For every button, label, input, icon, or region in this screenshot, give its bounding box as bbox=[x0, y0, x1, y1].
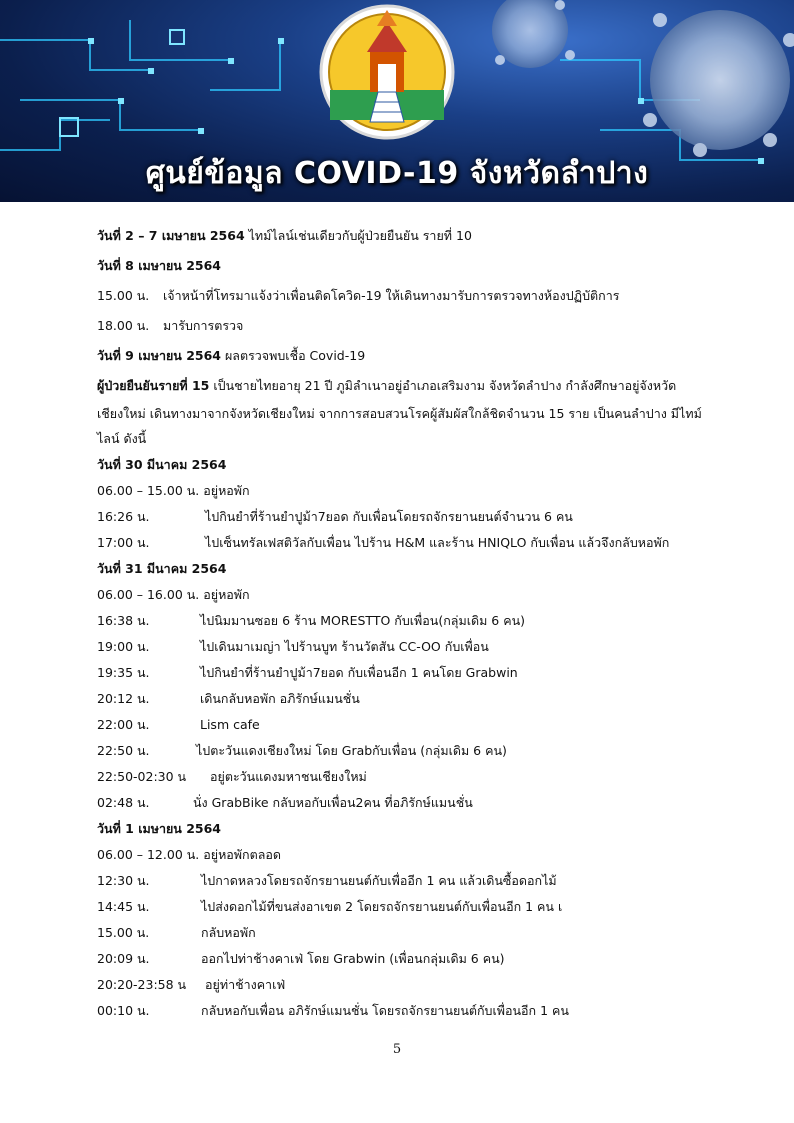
line-text: เป็นชายไทยอายุ 21 ปี ภูมิลำเนาอยู่อำเภอเสริมงาม จังหวัดลำปาง กำลังศึกษาอยู่จังหวัด bbox=[209, 378, 677, 393]
event-text: ไปตะวันแดงเชียงใหม่ โดย Grabกับเพื่อน (กลุ่มเดิม 6 คน) bbox=[196, 743, 507, 758]
timeline-line bbox=[97, 316, 243, 336]
event-text: เจ้าหน้าที่โทรมาแจ้งว่าเพื่อนติดโควิด-19 ให้เดินทางมารับการตรวจทางห้องปฏิบัติการ bbox=[163, 288, 620, 303]
time-label: 20:09 น. bbox=[97, 951, 150, 966]
timeline-line bbox=[97, 767, 367, 787]
timeline-line bbox=[97, 741, 507, 761]
timeline-line bbox=[97, 429, 146, 449]
virus-graphic bbox=[492, 0, 794, 157]
timeline-line bbox=[97, 481, 250, 501]
bold-label: วันที่ 1 เมษายน 2564 bbox=[97, 821, 221, 836]
event-text: อยู่ตะวันแดงมหาชนเชียงใหม่ bbox=[210, 769, 367, 784]
timeline-line bbox=[97, 611, 525, 631]
timeline-line bbox=[97, 975, 285, 995]
header-banner bbox=[0, 0, 794, 202]
event-text: กลับหอพัก bbox=[201, 925, 256, 940]
event-text: ออกไปท่าช้างคาเฟ่ โดย Grabwin (เพื่อนกลุ่มเดิม 6 คน) bbox=[201, 951, 505, 966]
timeline-line bbox=[97, 715, 260, 735]
event-text: นั่ง GrabBike กลับหอกับเพื่อน2คน ที่อภิรักษ์แมนชั่น bbox=[193, 795, 473, 810]
lampang-seal-icon bbox=[312, 2, 462, 152]
timeline-line bbox=[97, 793, 473, 813]
event-text: ไปกินยำที่ร้านยำปูม้า7ยอด กับเพื่อนอีก 1 คนโดย Grabwin bbox=[200, 665, 518, 680]
date-heading bbox=[97, 455, 226, 475]
time-label: 12:30 น. bbox=[97, 873, 150, 888]
page-number: 5 bbox=[392, 1042, 402, 1057]
timeline-line bbox=[97, 376, 676, 396]
time-label: 15.00 น. bbox=[97, 288, 150, 303]
bold-label: วันที่ 8 เมษายน 2564 bbox=[97, 258, 221, 273]
timeline-line bbox=[97, 226, 472, 246]
time-label: 22:00 น. bbox=[97, 717, 150, 732]
line-text: 06.00 – 12.00 น. อยู่หอพักตลอด bbox=[97, 847, 282, 862]
bold-label: วันที่ 2 – 7 เมษายน 2564 bbox=[97, 228, 245, 243]
bold-label: ผู้ป่วยยืนยันรายที่ 15 bbox=[97, 378, 210, 393]
event-text: ไปส่งดอกไม้ที่ขนส่งอาเขต 2 โดยรถจักรยานยนต์กับเพื่อนอีก 1 คน เ bbox=[201, 899, 563, 914]
line-text: 06.00 – 16.00 น. อยู่หอพัก bbox=[97, 587, 250, 602]
event-text: มารับการตรวจ bbox=[163, 318, 244, 333]
time-label: 16:38 น. bbox=[97, 613, 150, 628]
event-text: กลับหอกับเพื่อน อภิรักษ์แมนชั่น โดยรถจักรยานยนต์กับเพื่อนอีก 1 คน bbox=[201, 1003, 569, 1018]
event-text: ไปเดินมาเมญ่า ไปร้านบูท ร้านวัตสัน CC-OO กับเพื่อน bbox=[200, 639, 489, 654]
timeline-line bbox=[97, 637, 489, 657]
line-text: เชียงใหม่ เดินทางมาจากจังหวัดเชียงใหม่ จากการสอบสวนโรคผู้สัมผัสใกล้ชิดจำนวน 15 ราย เป็นคนลำปาง มีไทม์ bbox=[97, 406, 702, 421]
timeline-line bbox=[97, 689, 360, 709]
time-label: 20:12 น. bbox=[97, 691, 150, 706]
timeline-line bbox=[97, 663, 518, 683]
time-label: 15.00 น. bbox=[97, 925, 150, 940]
time-label: 17:00 น. bbox=[97, 535, 150, 550]
event-text: ไปนิมมานซอย 6 ร้าน MORESTTO กับเพื่อน(กลุ่มเดิม 6 คน) bbox=[200, 613, 526, 628]
timeline-line bbox=[97, 923, 256, 943]
timeline-line bbox=[97, 845, 281, 865]
bold-label: วันที่ 9 เมษายน 2564 bbox=[97, 348, 221, 363]
timeline-line bbox=[97, 1001, 569, 1021]
date-heading bbox=[97, 819, 221, 839]
line-text: 06.00 – 15.00 น. อยู่หอพัก bbox=[97, 483, 250, 498]
time-label: 22:50 น. bbox=[97, 743, 150, 758]
timeline-line bbox=[97, 286, 619, 306]
line-text: ไทม์ไลน์เช่นเดียวกับผู้ป่วยยืนยัน รายที่ 10 bbox=[244, 228, 472, 243]
line-text: ไลน์ ดังนี้ bbox=[97, 431, 147, 446]
event-text: ไปกินยำที่ร้านยำปูม้า7ยอด กับเพื่อนโดยรถจักรยานยนต์จำนวน 6 คน bbox=[205, 509, 573, 524]
event-text: ไปกาดหลวงโดยรถจักรยานยนต์กับเพื่ออีก 1 คน แล้วเดินซื้อดอกไม้ bbox=[201, 873, 557, 888]
event-text: ไปเซ็นทรัลเฟสติวัลกับเพื่อน ไปร้าน H&M และร้าน HNIQLO กับเพื่อน แล้วจึงกลับหอพัก bbox=[205, 535, 670, 550]
timeline-line bbox=[97, 585, 250, 605]
line-text: ผลตรวจพบเชื้อ Covid-19 bbox=[221, 348, 366, 363]
bold-label: วันที่ 30 มีนาคม 2564 bbox=[97, 457, 227, 472]
time-label: 16:26 น. bbox=[97, 509, 150, 524]
timeline-line bbox=[97, 533, 669, 553]
time-label: 20:20-23:58 น bbox=[97, 977, 187, 992]
timeline-line bbox=[97, 404, 702, 424]
date-heading bbox=[97, 256, 221, 276]
time-label: 19:35 น. bbox=[97, 665, 150, 680]
time-label: 02:48 น. bbox=[97, 795, 150, 810]
timeline-line bbox=[97, 897, 562, 917]
time-label: 19:00 น. bbox=[97, 639, 150, 654]
timeline-line bbox=[97, 871, 557, 891]
time-label: 22:50-02:30 น bbox=[97, 769, 187, 784]
event-text: Lism cafe bbox=[200, 717, 260, 732]
timeline-line bbox=[97, 507, 573, 527]
date-heading bbox=[97, 559, 226, 579]
time-label: 00:10 น. bbox=[97, 1003, 150, 1018]
time-label: 18.00 น. bbox=[97, 318, 150, 333]
timeline-line bbox=[97, 346, 365, 366]
page-banner-title: ศูนย์ข้อมูล COVID-19 จังหวัดลำปาง bbox=[145, 156, 649, 191]
event-text: เดินกลับหอพัก อภิรักษ์แมนชั่น bbox=[200, 691, 360, 706]
time-label: 14:45 น. bbox=[97, 899, 150, 914]
event-text: อยู่ท่าช้างคาเฟ่ bbox=[205, 977, 286, 992]
timeline-line bbox=[97, 949, 505, 969]
bold-label: วันที่ 31 มีนาคม 2564 bbox=[97, 561, 227, 576]
